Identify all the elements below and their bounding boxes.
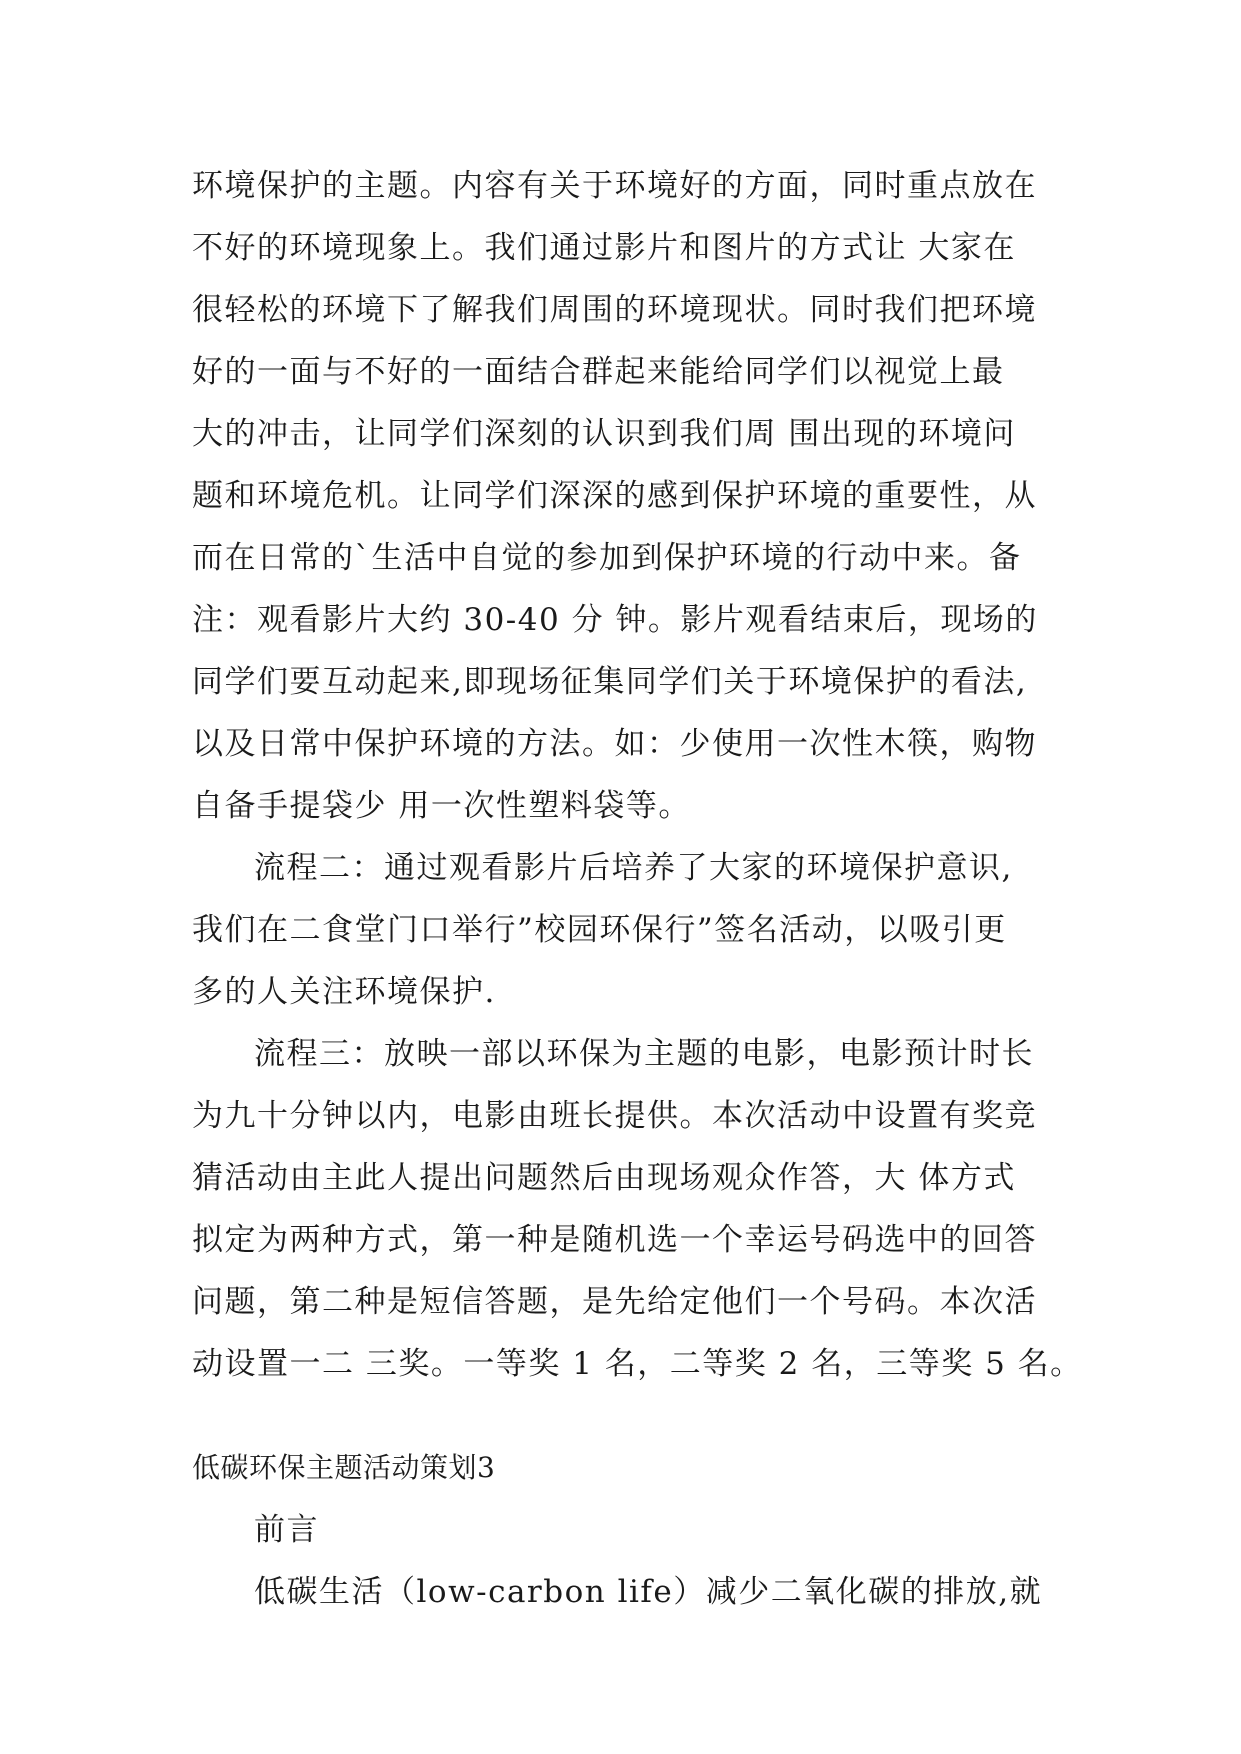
- text-line: 题和环境危机。让同学们深深的感到保护环境的重要性，从: [192, 478, 1037, 514]
- text-line: 大的冲击，让同学们深刻的认识到我们周 围出现的环境问: [192, 416, 1016, 452]
- text-line: 而在日常的`生活中自觉的参加到保护环境的行动中来。备: [192, 540, 1022, 576]
- text-line: 注：观看影片大约 30-40 分 钟。影片观看结束后，现场的: [192, 602, 1038, 638]
- text-line: 多的人关注环境保护.: [192, 974, 496, 1010]
- text-line: 流程三：放映一部以环保为主题的电影，电影预计时长: [254, 1036, 1034, 1072]
- preface-label: 前言: [254, 1512, 319, 1548]
- text-line: 流程二：通过观看影片后培养了大家的环境保护意识,: [254, 850, 1013, 886]
- text-line: 猜活动由主此人提出问题然后由现场观众作答，大 体方式: [192, 1160, 1016, 1196]
- text-line: 拟定为两种方式，第一种是随机选一个幸运号码选中的回答: [192, 1222, 1037, 1258]
- text-line: 我们在二食堂门口举行”校园环保行”签名活动，以吸引更: [192, 912, 1007, 948]
- text-line: 为九十分钟以内，电影由班长提供。本次活动中设置有奖竞: [192, 1098, 1037, 1134]
- text-line: 低碳生活（low-carbon life）减少二氧化碳的排放,就: [254, 1574, 1043, 1610]
- text-line: 问题，第二种是短信答题，是先给定他们一个号码。本次活: [192, 1284, 1037, 1320]
- section-title: 低碳环保主题活动策划3: [192, 1451, 496, 1484]
- text-line: 以及日常中保护环境的方法。如：少使用一次性木筷，购物: [192, 726, 1037, 762]
- text-line: 同学们要互动起来,即现场征集同学们关于环境保护的看法,: [192, 664, 1028, 700]
- text-line: 很轻松的环境下了解我们周围的环境现状。同时我们把环境: [192, 292, 1037, 328]
- text-line: 不好的环境现象上。我们通过影片和图片的方式让 大家在: [192, 230, 1016, 266]
- text-line: 好的一面与不好的一面结合群起来能给同学们以视觉上最: [192, 354, 1005, 390]
- text-line: 自备手提袋少 用一次性塑料袋等。: [192, 788, 691, 824]
- text-line: 动设置一二 三奖。一等奖 1 名，二等奖 2 名，三等奖 5 名。: [192, 1346, 1083, 1382]
- text-line: 环境保护的主题。内容有关于环境好的方面，同时重点放在: [192, 168, 1037, 204]
